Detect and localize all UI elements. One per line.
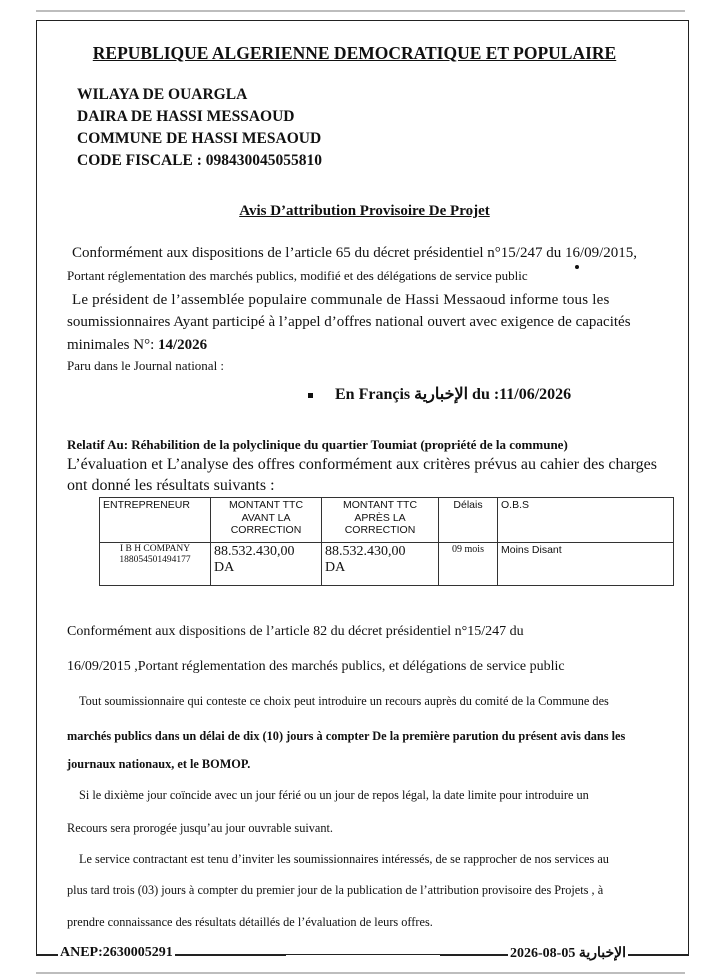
speck-mark bbox=[575, 265, 579, 269]
intro-line-5: minimales N°: 14/2026 bbox=[67, 337, 208, 353]
body-line-6: Si le dixième jour coïncide avec un jour férié ou un jour de repos légal, la date limite pour introduire un bbox=[79, 788, 589, 802]
commune-line: COMMUNE DE HASSI MESAOUD bbox=[77, 130, 322, 147]
body-line-10: prendre connaissance des résultats détaillés de l’évaluation de leurs offres. bbox=[67, 915, 433, 929]
amount-before-cell: 88.532.430,00 DA bbox=[211, 543, 322, 586]
table-row bbox=[100, 543, 674, 586]
body-line-7: Recours sera prorogée jusqu’au jour ouvrable suivant. bbox=[67, 821, 334, 835]
intro-line-6: Paru dans le Journal national : bbox=[67, 358, 225, 373]
amount-after-cell: 88.532.430,00 DA bbox=[322, 543, 439, 586]
body-line-9: plus tard trois (03) jours à compter du premier jour de la publication de l’attribution provisoire des Projets , à bbox=[67, 883, 604, 897]
intro-line-3: Le président de l’assemblée populaire communale de Hassi Messaoud informe tous les bbox=[72, 292, 610, 308]
notice-title: Avis D’attribution Provisoire De Projet bbox=[239, 203, 490, 219]
results-table bbox=[99, 497, 674, 586]
daira-line: DAIRA DE HASSI MESSAOUD bbox=[77, 108, 295, 125]
bullet-icon bbox=[308, 393, 313, 398]
body-line-2: 16/09/2015 ,Portant réglementation des marchés publics, et délégations de service public bbox=[67, 659, 565, 674]
body-line-3: Tout soumissionnaire qui conteste ce choix peut introduire un recours auprès du comité de la Commune des bbox=[79, 694, 609, 708]
anep-reference: ANEP:2630005291 bbox=[60, 945, 173, 960]
footer-anep bbox=[36, 943, 286, 965]
publication-line: En Françis الإخبارية du :11/06/2026 bbox=[308, 384, 571, 404]
header-amount-before: MONTANT TTC AVANT LA CORRECTION bbox=[211, 498, 322, 543]
evaluation-line-1: L’évaluation et L’analyse des offres conformément aux critères prévus au cahier des charges bbox=[67, 456, 657, 473]
header-obs: O.B.S bbox=[498, 498, 674, 543]
obs-cell: Moins Disant bbox=[498, 543, 674, 586]
evaluation-line-2: ont donné les résultats suivants : bbox=[67, 477, 275, 494]
body-line-4: marchés publics dans un délai de dix (10) jours à compter De la première parution du présent avis dans les bbox=[67, 729, 626, 743]
table-header-row bbox=[100, 498, 674, 543]
header-delais: Délais bbox=[439, 498, 498, 543]
body-line-1: Conformément aux dispositions de l’article 82 du décret présidentiel n°15/247 du bbox=[67, 624, 524, 639]
company-cell: I B H COMPANY 188054501494177 bbox=[100, 543, 211, 586]
wilaya-line: WILAYA DE OUARGLA bbox=[77, 86, 248, 103]
header-entrepreneur: ENTREPRENEUR bbox=[100, 498, 211, 543]
header-amount-after: MONTANT TTC APRÈS LA CORRECTION bbox=[322, 498, 439, 543]
bottom-rule bbox=[36, 972, 685, 974]
fiscal-code-line: CODE FISCALE : 098430045055810 bbox=[77, 152, 323, 169]
intro-line-4: soumissionnaires Ayant participé à l’appel d’offres national ouvert avec exigence de capacités bbox=[67, 314, 631, 330]
republic-title: REPUBLIQUE ALGERIENNE DEMOCRATIQUE ET POPULAIRE bbox=[92, 43, 617, 63]
body-line-5: journaux nationaux, et le BOMOP. bbox=[67, 757, 251, 771]
top-rule bbox=[36, 10, 685, 12]
intro-line-1: Conformément aux dispositions de l’article 65 du décret présidentiel n°15/247 du 16/09/2015, bbox=[72, 245, 638, 261]
body-line-8: Le service contractant est tenu d’inviter les soumissionnaires intéressés, de se rapprocher de nos services au bbox=[79, 852, 609, 866]
relatif-line: Relatif Au: Réhabilition de la polyclinique du quartier Toumiat (propriété de la commune) bbox=[67, 437, 568, 452]
intro-line-2: Portant réglementation des marchés publics, modifié et des délégations de service public bbox=[67, 268, 528, 283]
footer-date bbox=[440, 943, 689, 965]
delay-cell: 09 mois bbox=[439, 543, 498, 586]
publication-date: 2026-08-05 الإخبارية bbox=[510, 946, 627, 961]
